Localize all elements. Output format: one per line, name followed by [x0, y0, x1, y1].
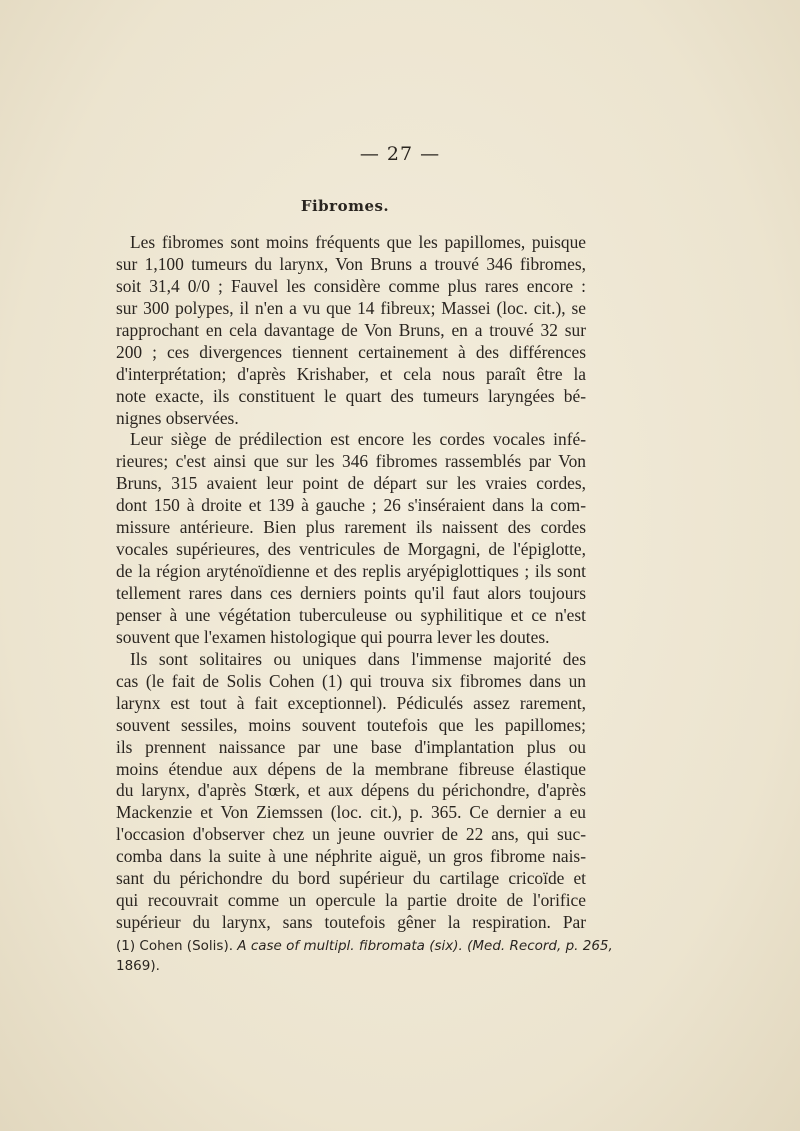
text-line: Mackenzie et Von Ziemssen (loc. cit.), p. 365. Ce dernier a eu [116, 802, 586, 823]
text-line: nignes observées. [116, 407, 239, 428]
text-line: qui recouvrait comme un opercule la partie droite de l'orifice [116, 890, 586, 911]
text-line: Les fibromes sont moins fréquents que les papillomes, puisque [130, 232, 586, 252]
text-line: tellement rares dans ces derniers points qu'il faut alors toujours [116, 583, 586, 603]
footnote-author: (1) Cohen (Solis). [116, 938, 238, 954]
text-line: comba dans la suite à une néphrite aiguë, un gros fibrome nais- [116, 846, 586, 867]
text-line: vocales supérieures, des ventricules de Morgagni, de l'épiglotte, [116, 539, 586, 560]
footnote-line [116, 936, 613, 956]
text-line: sur 1,100 tumeurs du larynx, Von Bruns a trouvé 346 fibromes, [116, 253, 586, 274]
text-line: souvent que l'examen histologique qui pourra lever les doutes. [116, 626, 550, 647]
text-line: ils prennent naissance par une base d'implantation plus ou [116, 736, 586, 757]
text-line: rapprochant en cela davantage de Von Bruns, en a trouvé 32 sur [116, 319, 586, 340]
footnote-source: (Med. Record, p. 265, [462, 938, 613, 954]
text-line: missure antérieure. Bien plus rarement ils naissent des cordes [116, 517, 586, 538]
section-heading: Fibromes. [300, 197, 390, 215]
footnote-title: A case of multipl. fibromata (six). [237, 938, 463, 954]
body-text [116, 232, 586, 934]
text-line: de la région aryténoïdienne et des replis aryépiglottiques ; ils sont [116, 561, 586, 582]
text-line: souvent sessiles, moins souvent toutefois que les papillomes; [116, 714, 586, 735]
text-line: l'occasion d'observer chez un jeune ouvrier de 22 ans, qui suc- [116, 824, 586, 845]
text-line: soit 31,4 0/0 ; Fauvel les considère comme plus rares encore : [116, 275, 586, 296]
text-line: note exacte, ils constituent le quart des tumeurs laryngées bé- [116, 385, 586, 406]
text-line: d'interprétation; d'après Krishaber, et cela nous paraît être la [116, 363, 586, 384]
text-line: Ils sont solitaires ou uniques dans l'immense majorité des [130, 648, 586, 669]
text-line: moins étendue aux dépens de la membrane fibreuse élastique [116, 758, 586, 779]
text-line: Bruns, 315 avaient leur point de départ sur les vraies cordes, [116, 473, 586, 494]
text-line: larynx est tout à fait exceptionnel). Pédiculés assez rarement, [116, 692, 586, 713]
text-line: cas (le fait de Solis Cohen (1) qui trouva six fibromes dans un [116, 670, 586, 691]
text-line: sant du périchondre du bord supérieur du cartilage cricoïde et [116, 868, 586, 889]
text-line: 200 ; ces divergences tiennent certainement à des différences [116, 341, 586, 362]
text-line: rieures; c'est ainsi que sur les 346 fibromes rassemblés par Von [116, 451, 586, 472]
page-number: — 27 — [359, 143, 441, 165]
text-line: du larynx, d'après Stœrk, et aux dépens du périchondre, d'après [116, 780, 586, 801]
text-line: penser à une végétation tuberculeuse ou syphilitique et ce n'est [116, 604, 586, 625]
text-line: sur 300 polypes, il n'en a vu que 14 fibreux; Massei (loc. cit.), se [116, 297, 586, 318]
text-line: dont 150 à droite et 139 à gauche ; 26 s'inséraient dans la com- [116, 495, 586, 516]
footnote-line: 1869). [116, 958, 160, 974]
text-line: Leur siège de prédilection est encore les cordes vocales infé- [130, 429, 586, 450]
footnote [116, 936, 613, 976]
text-line: supérieur du larynx, sans toutefois gêner la respiration. Par [116, 912, 586, 933]
